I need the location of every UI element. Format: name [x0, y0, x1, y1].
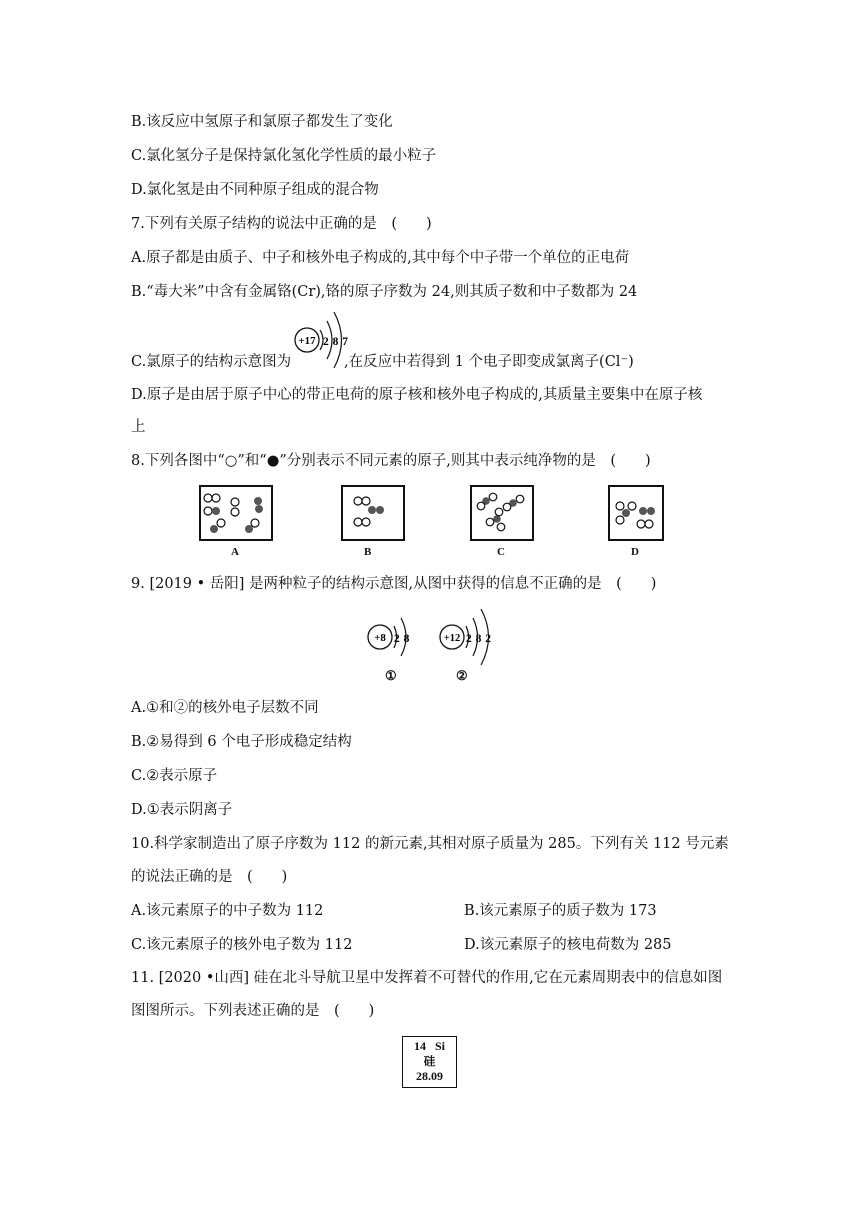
silicon-atomic-number: 14 [413, 1039, 426, 1053]
oxygen-diagram-label: ① [385, 668, 397, 683]
q8-figure-d-molecules [610, 487, 662, 539]
oxygen-nucleus-charge: +8 [374, 632, 386, 644]
q8-label-c: C [497, 546, 505, 558]
q9-option-d: D.①表示阴离子 [131, 802, 233, 818]
q8-figure-c-molecules [472, 487, 532, 539]
silicon-element-name: 硅 [423, 1054, 436, 1068]
q11-stem-line2: 图图所示。下列表述正确的是 ( ) [131, 1003, 375, 1019]
q10-stem-line1: 10.科学家制造出了原子序数为 112 的新元素,其相对原子质量为 285。下列有关 112 号元素 [131, 836, 729, 852]
q10-option-d: D.该元素原子的核电荷数为 285 [464, 937, 672, 953]
q10-stem-line2: 的说法正确的是 ( ) [131, 869, 288, 885]
q8-label-a: A [231, 546, 239, 558]
q7-option-b: B.“毒大米”中含有金属铬(Cr),铬的原子序数为 24,则其质子数和中子数都为 24 [131, 284, 638, 300]
q8-figure-a [199, 485, 273, 541]
q6-option-c: C.氯化氢分子是保持氯化氢化学性质的最小粒子 [131, 148, 437, 164]
q11-stem-line1: 11. [2020 •山西] 硅在北斗导航卫星中发挥着不可替代的作用,它在元素周期表中的信息如图 [131, 970, 723, 986]
q8-figure-b [341, 485, 405, 541]
q10-option-c: C.该元素原子的核外电子数为 112 [131, 937, 353, 953]
q9-stem: 9. [2019 • 岳阳] 是两种粒子的结构示意图,从图中获得的信息不正确的是 ( ) [131, 576, 657, 592]
magnesium-shell-counts: 2 8 2 [466, 633, 492, 645]
q9-option-b: B.②易得到 6 个电子形成稳定结构 [131, 734, 352, 750]
q6-option-b: B.该反应中氢原子和氯原子都发生了变化 [131, 114, 393, 130]
q7-option-a: A.原子都是由质子、中子和核外电子构成的,其中每个中子带一个单位的正电荷 [131, 250, 630, 266]
q7-option-c-suffix: ,在反应中若得到 1 个电子即变成氯离子(Cl⁻) [344, 354, 634, 370]
q8-figure-c [470, 485, 534, 541]
q7-option-d-line2: 上 [131, 419, 146, 435]
q10-option-a: A.该元素原子的中子数为 112 [131, 903, 324, 919]
magnesium-nucleus-charge: +12 [443, 633, 461, 644]
q8-figure-d [608, 485, 664, 541]
silicon-symbol: Si [434, 1039, 445, 1053]
q6-option-d: D.氯化氢是由不同种原子组成的混合物 [131, 182, 379, 198]
oxygen-shell-counts: 2 8 [394, 633, 410, 645]
q8-figure-a-molecules [201, 487, 271, 539]
chlorine-shell-counts: 2 8 7 [323, 336, 349, 348]
chlorine-nucleus-charge: +17 [298, 335, 316, 347]
oxygen-ion-diagram [364, 604, 436, 672]
q7-option-d-line1: D.原子是由居于原子中心的带正电荷的原子核和核外电子构成的,其质量主要集中在原子核 [131, 387, 703, 403]
q9-option-c: C.②表示原子 [131, 768, 218, 784]
magnesium-diagram-label: ② [456, 668, 468, 683]
q7-stem: 7.下列有关原子结构的说法中正确的是 ( ) [131, 216, 432, 232]
q7-option-c-prefix: C.氯原子的结构示意图为 [131, 354, 292, 370]
q9-option-a: A.①和②的核外电子层数不同 [131, 700, 319, 716]
silicon-atomic-mass: 28.09 [416, 1069, 443, 1083]
silicon-periodic-cell [402, 1036, 457, 1088]
q8-label-d: D [631, 546, 639, 558]
q8-label-b: B [364, 546, 372, 558]
magnesium-atom-diagram [436, 604, 502, 672]
silicon-number-symbol-row [403, 1039, 456, 1054]
q8-figure-b-molecules [343, 487, 403, 539]
q10-option-b: B.该元素原子的质子数为 173 [464, 903, 657, 919]
q8-stem: 8.下列各图中“○”和“●”分别表示不同元素的原子,则其中表示纯净物的是 ( ) [131, 453, 651, 469]
